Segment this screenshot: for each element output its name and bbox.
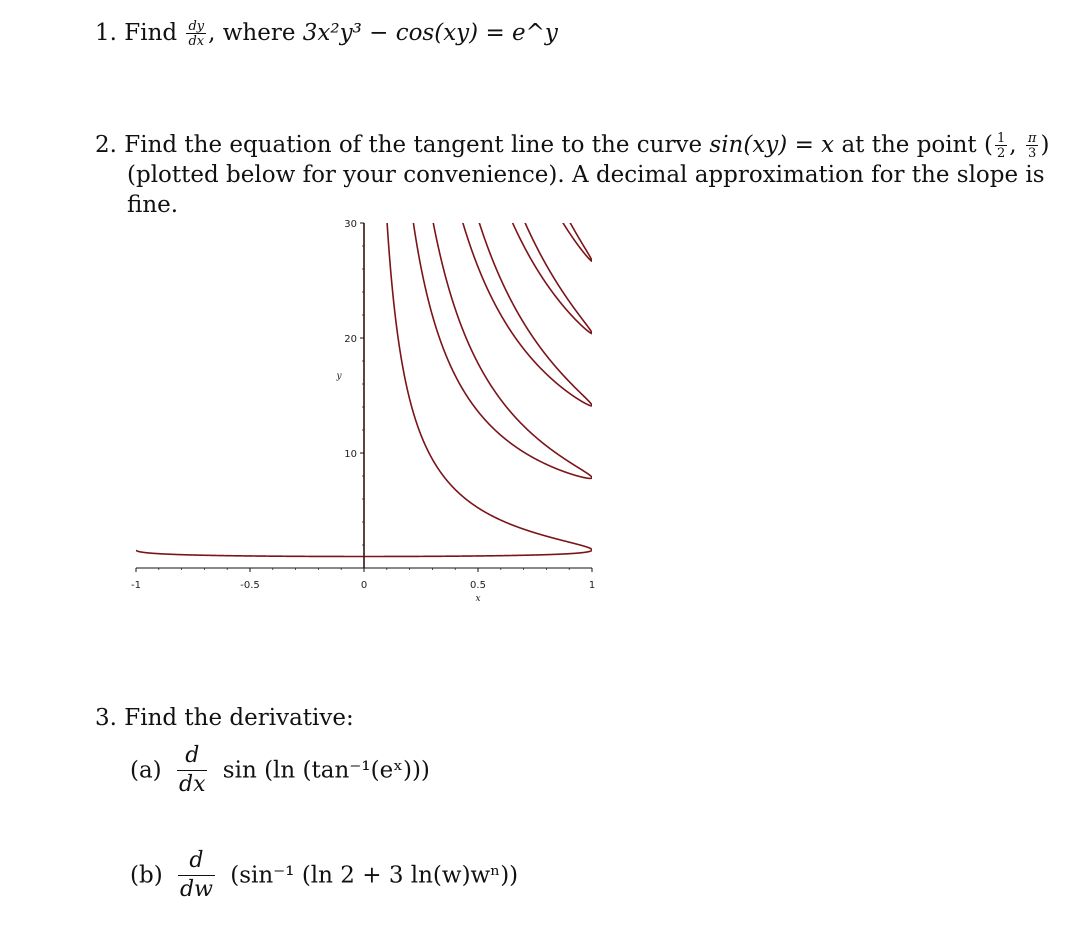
problem-3 [95,703,354,733]
problem-3-text: Find the derivative: [124,705,354,731]
problem-2-text: Find the equation of the tangent line to the curve [124,132,703,158]
problem-1 [95,16,558,50]
y-tick-label: 10 [344,449,357,460]
dx-denominator: dx [186,33,206,48]
curve-branch-k2-right [438,215,592,406]
problem-2-at-point: at the point [841,132,977,158]
x-tick-label: -0.5 [240,580,260,591]
problem-2-curve: sin(xy) = x [709,132,835,158]
problem-1-equation: 3x²y³ − cos(xy) = e^y [302,20,558,46]
point-x-denominator: 2 [996,146,1006,161]
problem-2-line-2: (plotted below for your convenience). A decimal approximation for the slope is [127,162,1045,188]
y-axis-label: y [336,371,342,382]
problem-3b-expression: (sin⁻¹ (ln 2 + 3 ln(w)wⁿ)) [230,862,519,889]
point-y-denominator: 3 [1026,145,1039,160]
d-dw-operator [178,850,215,901]
x-tick-label: -1 [131,580,141,591]
problem-3b-label: (b) [130,862,163,889]
implicit-curve-plot [100,215,660,625]
problem-3a [130,745,430,796]
curve-branch-k0-left [136,550,364,557]
problem-3a-label: (a) [130,757,162,784]
problem-2-line-1 [95,130,1050,161]
problem-2-point: ( $\frac{1}{2}$ , $\frac{\pi}{3}$ ) [984,131,1050,161]
problem-2-number: 2. [95,132,117,158]
curve-branch-k1-right [401,215,592,478]
x-tick-label: 0 [360,580,368,591]
d-numerator-b: d [189,848,204,873]
problem-1-find: Find [124,20,178,46]
problem-2 [95,130,1050,220]
y-tick-label: 30 [344,219,357,230]
d-numerator-a: d [185,743,200,768]
problem-3b [130,850,518,901]
problem-1-comma: , [208,20,216,46]
problem-2-line-3: fine. [127,192,179,218]
x-axis-label: x [475,594,481,604]
dy-numerator: dy [188,19,205,34]
problem-1-number: 1. [95,20,117,46]
dw-denominator-b: dw [179,877,213,902]
y-tick-label: 20 [344,334,357,345]
problem-3-number: 3. [95,705,117,731]
problem-1-where: where [222,20,296,46]
d-dx-operator [177,745,208,796]
point-x-numerator: 1 [996,131,1006,146]
point-y-numerator: π [1027,131,1037,146]
dx-denominator-a: dx [178,772,206,797]
problem-3a-expression: sin (ln (tan⁻¹(eˣ))) [222,757,430,784]
curve-branch-k3-right [475,215,592,333]
curve-branch-k4-right [511,215,592,261]
dy-dx-fraction [186,20,206,48]
x-tick-label: 0.5 [470,580,486,591]
x-tick-label: 1 [588,580,596,591]
